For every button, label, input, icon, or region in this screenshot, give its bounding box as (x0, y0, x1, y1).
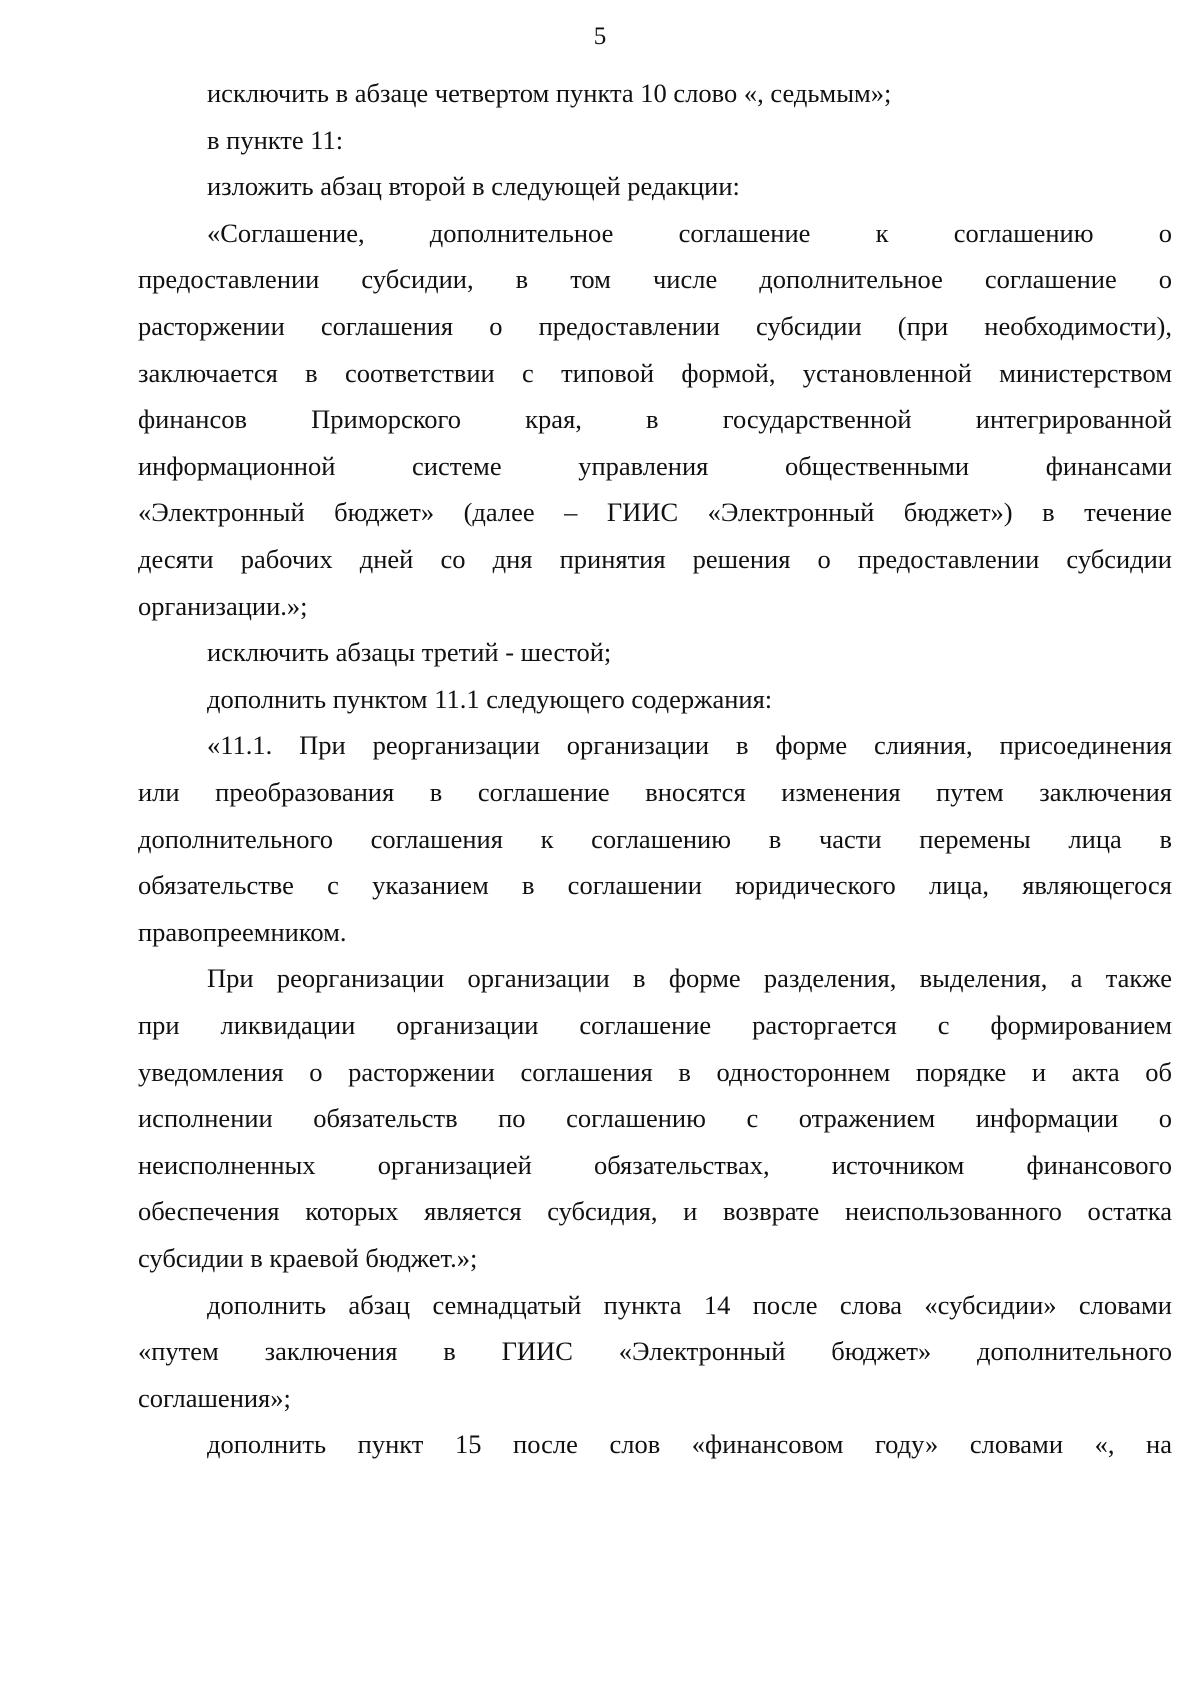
text-line: расторжении соглашения о предоставлении субсидии (при необходимости), (138, 311, 1172, 341)
text-line: изложить абзац второй в следующей редакции: (207, 171, 740, 202)
text-line: исполнении обязательств по соглашению с отражением информации о (138, 1103, 1172, 1134)
text-line: «путем заключения в ГИИС «Электронный бюджет» дополнительного (138, 1336, 1172, 1367)
text-line: информационной системе управления общественными финансами (138, 450, 1172, 481)
text-line: исключить в абзаце четвертом пункта 10 слово «, седьмым»; (207, 78, 892, 108)
text-line: «Электронный бюджет» (далее – ГИИС «Электронный бюджет») в течение (138, 497, 1172, 528)
text-line: «Соглашение, дополнительное соглашение к соглашению о (207, 217, 1172, 248)
text-line: неисполненных организацией обязательствах, источником финансового (138, 1149, 1172, 1180)
text-line: исключить абзацы третий - шестой; (207, 637, 612, 668)
page-number: 5 (593, 23, 607, 50)
text-line: дополнить пункт 15 после слов «финансовом году» словами «, на (207, 1429, 1172, 1460)
text-line: заключается в соответствии с типовой формой, установленной министерством (138, 357, 1172, 388)
text-line: обязательстве с указанием в соглашении юридического лица, являющегося (138, 870, 1172, 901)
text-line: при ликвидации организации соглашение расторгается с формированием (138, 1010, 1172, 1040)
text-line: финансов Приморского края, в государственной интегрированной (138, 404, 1172, 435)
text-line: субсидии в краевой бюджет.»; (138, 1243, 478, 1273)
text-line: При реорганизации организации в форме разделения, выделения, а также (207, 963, 1172, 994)
text-line: обеспечения которых является субсидия, и возврате неиспользованного остатка (138, 1196, 1172, 1227)
text-line: уведомления о расторжении соглашения в одностороннем порядке и акта об (138, 1056, 1172, 1087)
text-line: предоставлении субсидии, в том числе дополнительное соглашение о (138, 264, 1172, 295)
text-line: правопреемником. (138, 916, 347, 947)
text-line: в пункте 11: (207, 124, 344, 155)
text-line: дополнить пунктом 11.1 следующего содержания: (207, 683, 773, 714)
text-line: дополнительного соглашения к соглашению в части перемены лица в (138, 823, 1172, 854)
text-line: соглашения»; (138, 1382, 291, 1413)
text-line: дополнить абзац семнадцатый пункта 14 после слова «субсидии» словами (207, 1289, 1172, 1320)
text-line: десяти рабочих дней со дня принятия решения о предоставлении субсидии (138, 544, 1172, 574)
text-line: организации.»; (138, 590, 308, 621)
text-line: или преобразования в соглашение вносятся изменения путем заключения (138, 777, 1172, 807)
text-line: «11.1. При реорганизации организации в форме слияния, присоединения (207, 730, 1172, 761)
